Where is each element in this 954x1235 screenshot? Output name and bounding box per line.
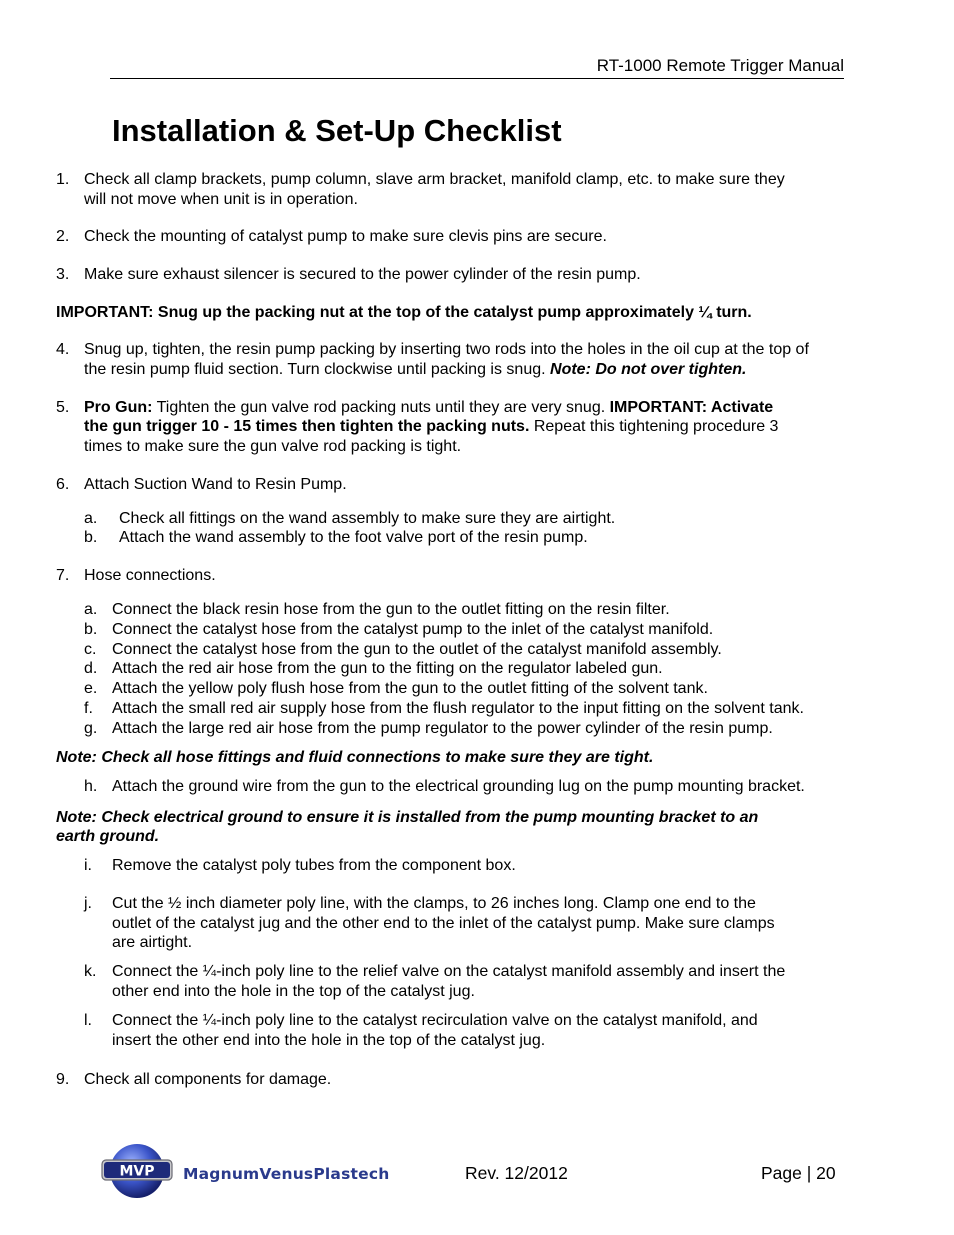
sub-item-cont: outlet of the catalyst jug and the other end to the inlet of the catalyst pump. Make sure clamps — [112, 915, 775, 932]
sub-letter: f. — [84, 700, 93, 717]
step-5-text — [84, 398, 773, 418]
step-6-text: Attach Suction Wand to Resin Pump. — [84, 476, 347, 493]
header-rule — [110, 78, 844, 79]
sub-item-cont: are airtight. — [112, 934, 193, 951]
step-number: 2. — [56, 228, 70, 245]
sub-item: Attach the ground wire from the gun to the electrical grounding lug on the pump mounting bracket. — [112, 778, 805, 795]
step-5-text-cont — [84, 417, 778, 437]
sub-item: Cut the ½ inch diameter poly line, with the clamps, to 26 inches long. Clamp one end to the — [112, 895, 756, 912]
sub-letter: e. — [84, 680, 98, 697]
step-number: 9. — [56, 1071, 70, 1088]
step-5-text-plain: Tighten the gun valve rod packing nuts until they are very snug. — [152, 399, 610, 416]
ground-note-cont: earth ground. — [56, 828, 160, 845]
step-number: 1. — [56, 171, 70, 188]
step-5-bold-text: the gun trigger 10 - 15 times then tighten the packing nuts. — [84, 418, 530, 435]
sub-item: Attach the red air hose from the gun to the fitting on the regulator labeled gun. — [112, 660, 663, 677]
company-name: MagnumVenusPlastech — [183, 1165, 390, 1183]
sub-item: Connect the ¼-inch poly line to the catalyst recirculation valve on the catalyst manifold, and — [112, 1012, 758, 1029]
sub-letter: k. — [84, 963, 97, 980]
step-1-text-cont: will not move when unit is in operation. — [84, 191, 358, 208]
step-7-text: Hose connections. — [84, 567, 216, 584]
hose-note: Note: Check all hose fittings and fluid connections to make sure they are tight. — [56, 749, 654, 766]
page-number: Page | 20 — [761, 1163, 836, 1183]
step-4-text: Snug up, tighten, the resin pump packing by inserting two rods into the holes in the oil cup at the top of — [84, 341, 809, 358]
sub-letter: c. — [84, 641, 97, 658]
sub-item-cont: insert the other end into the hole in the top of the catalyst jug. — [112, 1032, 546, 1049]
step-4-text-plain: the resin pump fluid section. Turn clockwise until packing is snug. — [84, 361, 551, 378]
step-4-note: Note: Do not over tighten. — [550, 361, 747, 378]
page-title: Installation & Set-Up Checklist — [112, 113, 562, 148]
revision-date: Rev. 12/2012 — [465, 1163, 568, 1183]
sub-letter: a. — [84, 601, 98, 618]
sub-item: Attach the small red air supply hose from the flush regulator to the input fitting on the solvent tank. — [112, 700, 804, 717]
step-9-text: Check all components for damage. — [84, 1071, 332, 1088]
sub-letter: a. — [84, 510, 98, 527]
step-2-text: Check the mounting of catalyst pump to make sure clevis pins are secure. — [84, 228, 607, 245]
sub-item: Connect the catalyst hose from the gun to the outlet of the catalyst manifold assembly. — [112, 641, 722, 658]
step-3-text: Make sure exhaust silencer is secured to the power cylinder of the resin pump. — [84, 266, 641, 283]
sub-item: Attach the large red air hose from the pump regulator to the power cylinder of the resin pump. — [112, 720, 773, 737]
mvp-globe-icon — [100, 1138, 174, 1200]
sub-letter: b. — [84, 529, 98, 546]
sub-item: Connect the black resin hose from the gun to the outlet fitting on the resin filter. — [112, 601, 670, 618]
step-number: 6. — [56, 476, 70, 493]
step-number: 3. — [56, 266, 70, 283]
sub-letter: i. — [84, 857, 92, 874]
step-1-text: Check all clamp brackets, pump column, slave arm bracket, manifold clamp, etc. to make sure they — [84, 171, 785, 188]
step-4-text-cont — [84, 360, 746, 380]
ground-note: Note: Check electrical ground to ensure it is installed from the pump mounting bracket to an — [56, 809, 759, 826]
step-5-text-cont: times to make sure the gun valve rod packing is tight. — [84, 438, 462, 455]
sub-letter: d. — [84, 660, 98, 677]
step-number: 5. — [56, 399, 70, 416]
mvp-logo — [100, 1138, 174, 1200]
step-number: 7. — [56, 567, 70, 584]
sub-item: Remove the catalyst poly tubes from the component box. — [112, 857, 516, 874]
sub-letter: h. — [84, 778, 98, 795]
sub-item: Connect the ¼-inch poly line to the relief valve on the catalyst manifold assembly and insert the — [112, 963, 786, 980]
sub-item: Attach the wand assembly to the foot valve port of the resin pump. — [119, 529, 588, 546]
important-notice: IMPORTANT: Snug up the packing nut at the top of the catalyst pump approximately ¼ turn. — [56, 304, 752, 321]
step-number: 4. — [56, 341, 70, 358]
sub-item-cont: other end into the hole in the top of the catalyst jug. — [112, 983, 475, 1000]
sub-letter: b. — [84, 621, 98, 638]
important-label: IMPORTANT: Activate — [609, 399, 774, 416]
step-5-text-plain: Repeat this tightening procedure 3 — [529, 418, 779, 435]
sub-letter: l. — [84, 1012, 92, 1029]
sub-item: Connect the catalyst hose from the catalyst pump to the inlet of the catalyst manifold. — [112, 621, 714, 638]
manual-title: RT-1000 Remote Trigger Manual — [596, 56, 844, 75]
sub-letter: j. — [84, 895, 92, 912]
sub-item: Check all fittings on the wand assembly to make sure they are airtight. — [119, 510, 616, 527]
logo-badge-text: MVP — [119, 1163, 155, 1180]
sub-letter: g. — [84, 720, 98, 737]
pro-gun-label: Pro Gun: — [84, 399, 153, 416]
sub-item: Attach the yellow poly flush hose from the gun to the outlet fitting of the solvent tank. — [112, 680, 708, 697]
